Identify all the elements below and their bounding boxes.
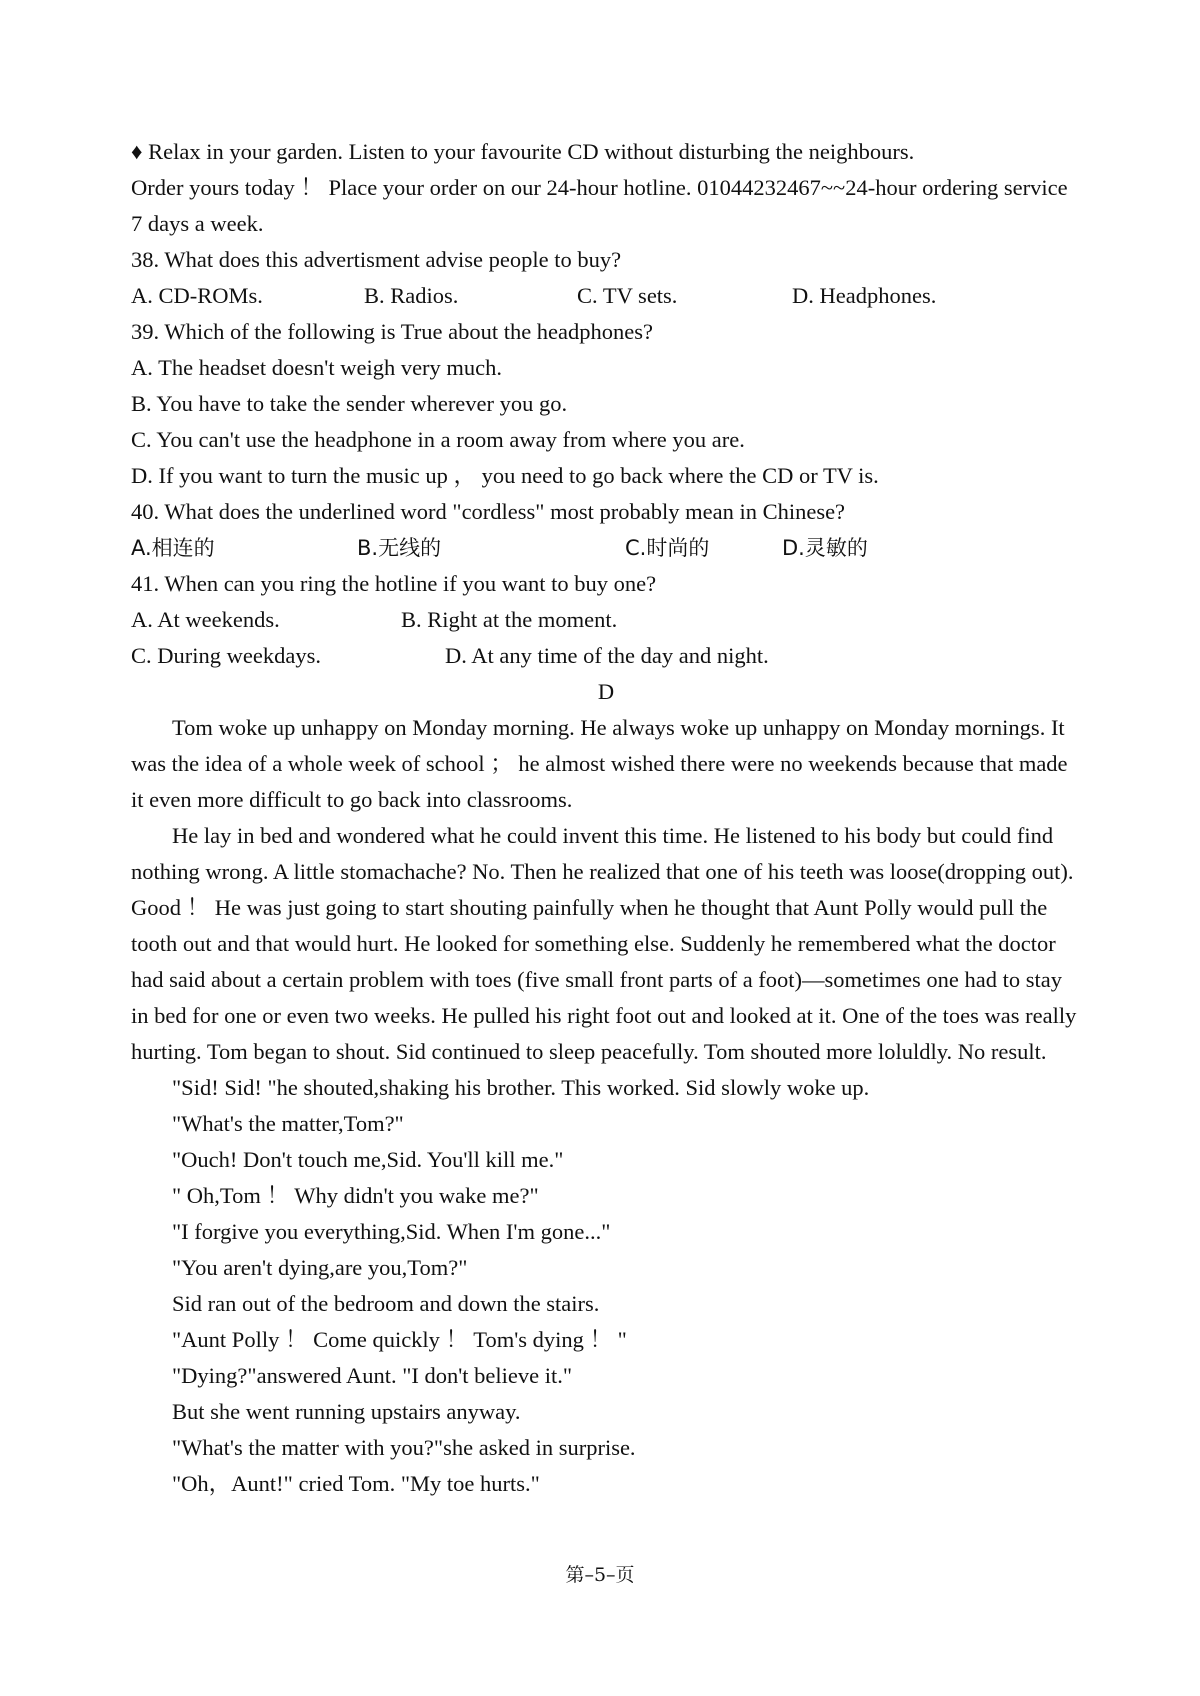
dialogue-line: But she went running upstairs anyway. xyxy=(172,1399,521,1424)
ad-order-line: Order yours today ！ Place your order on our 24-hour hotline. 01044232467~~24-hour ordering service 7 days a week. xyxy=(131,175,1068,236)
ad-bullet-line: ♦ Relax in your garden. Listen to your favourite CD without disturbing the neighbours. xyxy=(131,139,915,164)
dialogue-line: "Ouch! Don't touch me,Sid. You'll kill me." xyxy=(172,1147,564,1172)
option: D.灵敏的 xyxy=(782,536,868,560)
option: A.相连的 xyxy=(131,536,215,560)
question-stem: 39. Which of the following is True about the headphones? xyxy=(131,319,654,344)
page-number-footer: 第–5–页 xyxy=(565,1564,635,1586)
option: C. You can't use the headphone in a room away from where you are. xyxy=(131,427,745,452)
options-row xyxy=(131,602,1081,638)
question-stem: 40. What does the underlined word "cordless" most probably mean in Chinese? xyxy=(131,499,846,524)
option: B. Radios. xyxy=(364,283,459,308)
option: B.无线的 xyxy=(357,536,442,560)
option: D. Headphones. xyxy=(792,283,937,308)
dialogue-line: "You aren't dying,are you,Tom?" xyxy=(172,1255,468,1280)
option: C. TV sets. xyxy=(577,283,678,308)
options-row xyxy=(131,638,1081,674)
dialogue-line: " Oh,Tom ！ Why didn't you wake me?" xyxy=(172,1183,539,1208)
options-row xyxy=(131,278,1081,314)
dialogue-line: "Sid! Sid! "he shouted,shaking his brother. This worked. Sid slowly woke up. xyxy=(172,1075,870,1100)
section-label: D xyxy=(597,679,615,704)
dialogue-line: "Oh，Aunt!" cried Tom. "My toe hurts." xyxy=(172,1471,540,1496)
option: D. If you want to turn the music up ， you need to go back where the CD or TV is. xyxy=(131,463,879,488)
options-row xyxy=(131,530,1081,566)
option: C. During weekdays. xyxy=(131,643,321,668)
paragraph: He lay in bed and wondered what he could invent this time. He listened to his body but could find nothing wrong. A little stomachache? No. Then he realized that one of his teeth was loose(dropping out). Good ！ He was just going to start shouting painfully when he thought that Aunt Polly would pull the tooth out and that would hurt. He looked for something else. Suddenly he remembered what the doctor had said about a certain problem with toes (five small front parts of a foot)—sometimes one had to stay in bed for one or even two weeks. He pulled his right foot out and looked at it. One of the toes was really hurting. Tom began to shout. Sid continued to sleep peacefully. Tom shouted more loluldly. No result. xyxy=(131,823,1077,1064)
option: B. You have to take the sender wherever you go. xyxy=(131,391,568,416)
document-page xyxy=(131,134,1081,1502)
dialogue-line: "What's the matter with you?"she asked in surprise. xyxy=(172,1435,636,1460)
dialogue-line: Sid ran out of the bedroom and down the stairs. xyxy=(172,1291,600,1316)
option: C.时尚的 xyxy=(625,536,710,560)
option: A. The headset doesn't weigh very much. xyxy=(131,355,503,380)
option: A. CD-ROMs. xyxy=(131,283,263,308)
dialogue-line: "Dying?"answered Aunt. "I don't believe it." xyxy=(172,1363,573,1388)
option: A. At weekends. xyxy=(131,607,280,632)
option: D. At any time of the day and night. xyxy=(445,643,769,668)
question-stem: 38. What does this advertisment advise people to buy? xyxy=(131,247,622,272)
paragraph: Tom woke up unhappy on Monday morning. He always woke up unhappy on Monday mornings. It was the idea of a whole week of school ； he almost wished there were no weekends because that made it even more difficult to go back into classrooms. xyxy=(131,715,1068,812)
dialogue-line: "I forgive you everything,Sid. When I'm gone..." xyxy=(172,1219,611,1244)
dialogue-line: "What's the matter,Tom?" xyxy=(172,1111,404,1136)
option: B. Right at the moment. xyxy=(401,607,618,632)
dialogue-line: "Aunt Polly ！ Come quickly ！ Tom's dying ！ " xyxy=(172,1327,627,1352)
question-stem: 41. When can you ring the hotline if you want to buy one? xyxy=(131,571,657,596)
